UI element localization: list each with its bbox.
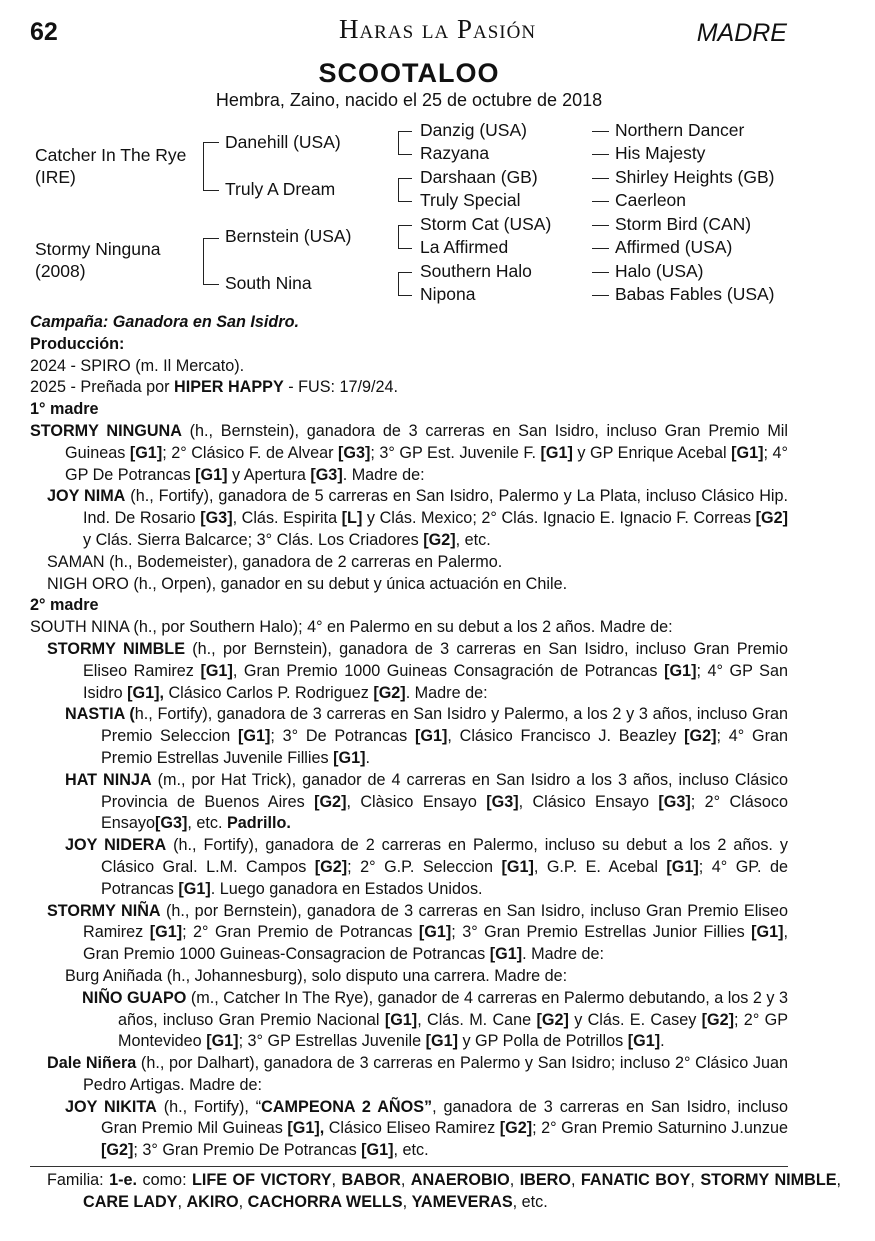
ped-gen2-1: Danehill (USA) [225,132,341,152]
ped-gen4-4: Caerleon [615,190,687,210]
header-title: Haras la Pasión [338,14,537,44]
sire-name: Catcher In The Rye [35,145,187,165]
ped-gen3-8: Nipona [420,284,476,304]
ped-gen4-3: Shirley Heights (GB) [615,167,775,187]
ped-gen3-2: Razyana [420,143,490,163]
offspring-entry: HAT NINJA (m., por Hat Trick), ganador de 4 carreras en San Isidro a los 3 años, incluso Clásico Provincia de Buenos Aires [G2], Clàsico Ensayo [G3], Clásico Ensayo [G3]; 2° Clásoco Ensayo[G3], etc. Padrillo. [65,770,788,833]
familia-line: Familia: 1-e. como: LIFE OF VICTORY, BABOR, ANAEROBIO, IBERO, FANATIC BOY, STORMY NIMBLE, CARE LADY, AKIRO, CACHORRA WELLS, YAMEVERAS, etc. [47,1171,842,1211]
ped-gen3-4: Truly Special [420,190,521,210]
produccion-heading: Producción: [30,334,125,353]
offspring-entry: NASTIA (h., Fortify), ganadora de 3 carreras en San Isidro y Palermo, a los 2 y 3 años, incluso Gran Premio Seleccion [G1]; 3° De Potrancas [G1], Clásico Francisco J. Beazley [G2]; 4° Gran Premio Estrellas Juvenile Fillies [G1]. [65,705,788,767]
ped-gen2-4: South Nina [225,273,312,293]
offspring-entry: JOY NIMA (h., Fortify), ganadora de 5 carreras en San Isidro, Palermo y La Plata, incluso Clásico Hip. Ind. De Rosario [G3], Clás. Espirita [L] y Clás. Mexico; 2° Clás. Ignacio E. Ignacio F. Correas [G2] y Clás. Sierra Balcarce; 3° Clás. Los Criadores [G2], etc. [47,487,788,549]
dam-name: Stormy Ninguna [35,239,161,259]
dam-year: (2008) [35,261,86,281]
divider [30,1166,788,1167]
offspring-entry: STORMY NIÑA (h., por Bernstein), ganadora de 3 carreras en San Isidro, incluso Gran Premio Eliseo Ramirez [G1]; 2° Gran Premio de Potrancas [G1]; 3° Gran Premio Estrellas Junior Fillies [G1], Gran Premio 1000 Guineas-Consagracion de Potrancas [G1]. Madre de: [47,901,789,964]
ped-gen4-2: His Majesty [615,143,706,163]
ped-gen4-1: Northern Dancer [615,120,745,140]
offspring-entry: NIGH ORO (h., Orpen), ganador en su debut y única actuación en Chile. [47,574,568,593]
first-dam-entry: STORMY NINGUNA (h., Bernstein), ganadora de 3 carreras en San Isidro, incluso Gran Premio Mil Guineas [G1]; 2° Clásico F. de Alvear [G3]; 3° GP Est. Juvenile F. [G1] y GP Enrique Acebal [G1]; 4° GP De Potrancas [G1] y Apertura [G3]. Madre de: [30,421,788,484]
production-2025: 2025 - Preñada por HIPER HAPPY - FUS: 17/9/24. [30,378,399,397]
second-dam-heading: 2° madre [30,596,99,615]
pedigree-notes [30,312,788,1162]
offspring-entry: Dale Niñera (h., por Dalhart), ganadora de 3 carreras en Palermo y San Isidro; incluso 2° Clásico Juan Pedro Artigas. Madre de: [47,1054,788,1094]
campana-line: Campaña: Ganadora en San Isidro. [30,313,299,331]
sire-origin: (IRE) [35,167,76,187]
ped-gen3-7: Southern Halo [420,261,532,281]
production-2024: 2024 - SPIRO (m. Il Mercato). [30,356,245,375]
offspring-entry: Burg Aniñada (h., Johannesburg), solo disputo una carrera. Madre de: [65,966,568,985]
ped-gen3-1: Danzig (USA) [420,120,527,140]
ped-gen4-5: Storm Bird (CAN) [615,214,752,234]
ped-gen3-6: La Affirmed [420,237,509,257]
ped-gen4-6: Affirmed (USA) [615,237,733,257]
page-number: 62 [30,18,58,46]
offspring-entry: SAMAN (h., Bodemeister), ganadora de 2 carreras en Palermo. [47,552,503,571]
offspring-entry: NIÑO GUAPO (m., Catcher In The Rye), ganador de 4 carreras en Palermo debutando, a los 2 y 3 años, incluso Gran Premio Nacional [G1], Clás. M. Cane [G2] y Clás. E. Casey [G2]; 2° GP Montevideo [G1]; 3° GP Estrellas Juvenile [G1] y GP Polla de Potrillos [G1]. [82,988,788,1051]
ped-gen2-2: Truly A Dream [225,179,336,199]
offspring-entry: JOY NIKITA (h., Fortify), “CAMPEONA 2 AÑOS”, ganadora de 3 carreras en San Isidro, incluso Gran Premio Mil Guineas [G1], Clásico Eliseo Ramirez [G2]; 2° Gran Premio Saturnino J.unzue [G2]; 3° Gran Premio De Potrancas [G1], etc. [65,1097,789,1160]
horse-description: Hembra, Zaino, nacido el 25 de octubre de 2018 [215,90,603,110]
ped-gen4-7: Halo (USA) [615,261,704,281]
ped-gen4-8: Babas Fables (USA) [615,284,775,304]
ped-gen3-5: Storm Cat (USA) [420,214,552,234]
first-dam-heading: 1° madre [30,400,99,419]
horse-name: SCOOTALOO [318,58,500,88]
offspring-entry: JOY NIDERA (h., Fortify), ganadora de 2 carreras en Palermo, incluso su debut a los 2 años. y Clásico Gral. L.M. Campos [G2]; 2° G.P. Seleccion [G1], G.P. E. Acebal [G1]; 4° GP. de Potrancas [G1]. Luego ganadora en Estados Unidos. [65,836,788,898]
second-dam-entry: SOUTH NINA (h., por Southern Halo); 4° en Palermo en su debut a los 2 años. Madre de: [30,618,673,637]
ped-gen2-3: Bernstein (USA) [225,226,352,246]
section-label: MADRE [696,19,787,47]
ped-gen3-3: Darshaan (GB) [420,167,538,187]
offspring-entry: STORMY NIMBLE (h., por Bernstein), ganadora de 3 carreras en San Isidro, incluso Gran Premio Eliseo Ramirez [G1], Gran Premio 1000 Guineas Consagración de Potrancas [G1]; 4° GP San Isidro [G1], Clásico Carlos P. Rodriguez [G2]. Madre de: [47,639,788,702]
